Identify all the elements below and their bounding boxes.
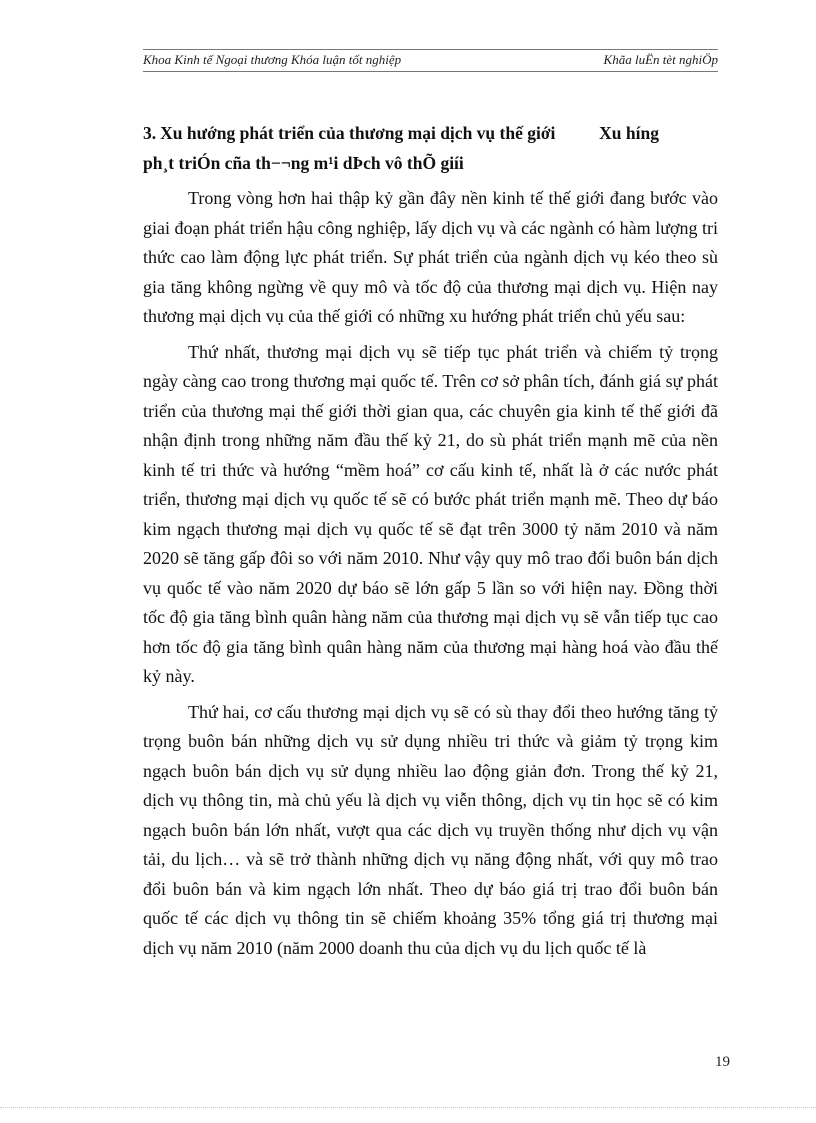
- section-heading: [143, 118, 718, 178]
- section-title: Xu hướng phát triển của thương mại dịch vụ thế giới: [160, 123, 556, 143]
- header-top-rule: [143, 49, 718, 50]
- header-left-text: Khoa Kinh tế Ngoại thương Khóa luận tốt nghiệp: [143, 52, 402, 67]
- section-number: 3.: [143, 123, 157, 143]
- paragraph-second-trend: Thứ hai, cơ cấu thương mại dịch vụ sẽ có sù thay đổi theo hướng tăng tỷ trọng buôn bán những dịch vụ sử dụng nhiều tri thức và giảm tỷ trọng kim ngạch buôn bán dịch vụ sử dụng nhiều lao động giản đơn. Trong thế kỷ 21, dịch vụ thông tin, mà chủ yếu là dịch vụ viễn thông, dịch vụ tin học sẽ có kim ngạch buôn bán lớn nhất, vượt qua các dịch vụ truyền thống như dịch vụ vận tải, du lịch… và sẽ trở thành những dịch vụ năng động nhất, với quy mô trao đổi buôn bán và kim ngạch lớn nhất. Theo dự báo giá trị trao đổi buôn bán quốc tế các dịch vụ thông tin sẽ chiếm khoảng 35% tổng giá trị thương mại dịch vụ năm 2010 (năm 2000 doanh thu của dịch vụ du lịch quốc tế là: [143, 701, 718, 958]
- header-right-text: Khãa luËn tèt nghiÖp: [603, 52, 718, 67]
- paragraph-intro: Trong vòng hơn hai thập kỷ gần đây nền kinh tế thế giới đang bước vào giai đoạn phát triển hậu công nghiệp, lấy dịch vụ và các ngành có hàm lượng tri thức cao làm động lực phát triển. Sự phát triển của ngành dịch vụ kéo theo sù gia tăng không ngừng về quy mô và tốc độ của thương mại dịch vụ. Hiện nay thương mại dịch vụ của thế giới có những xu hướng phát triển chủ yếu sau:: [143, 188, 718, 326]
- page-bottom-dotted-rule: [0, 1107, 816, 1108]
- page-number: 19: [715, 1054, 730, 1070]
- section-title-garbled-2: ph¸t triÓn cña th−¬ng m¹i dÞch vô thÕ giíi: [143, 153, 464, 173]
- paragraph-first-trend: Thứ nhất, thương mại dịch vụ sẽ tiếp tục phát triển và chiếm tỷ trọng ngày càng cao trong thương mại quốc tế. Trên cơ sở phân tích, đánh giá sự phát triển của thương mại thế giới thời gian qua, các chuyên gia kinh tế thế giới đã nhận định trong những năm đầu thế kỷ 21, do sù phát triển mạnh mẽ của nền kinh tế tri thức và hướng “mềm hoá” cơ cấu kinh tế, nhất là ở các nước phát triển, thương mại dịch vụ quốc tế sẽ có bước phát triển mạnh mẽ. Theo dự báo kim ngạch thương mại dịch vụ quốc tế sẽ đạt trên 3000 tỷ năm 2010 và năm 2020 sẽ tăng gấp đôi so với năm 2010. Như vậy quy mô trao đổi buôn bán dịch vụ quốc tế vào năm 2020 dự báo sẽ lớn gấp 5 lần so với hiện nay. Đồng thời tốc độ gia tăng bình quân hàng năm của thương mại dịch vụ sẽ vẫn tiếp tục cao hơn tốc độ gia tăng bình quân hàng năm của thương mại hàng hoá vào đầu thế kỷ này.: [143, 341, 718, 686]
- section-title-garbled-1: Xu híng: [599, 123, 659, 143]
- page-content: [143, 118, 718, 969]
- page-header: [143, 51, 718, 71]
- header-bottom-rule: [143, 71, 718, 72]
